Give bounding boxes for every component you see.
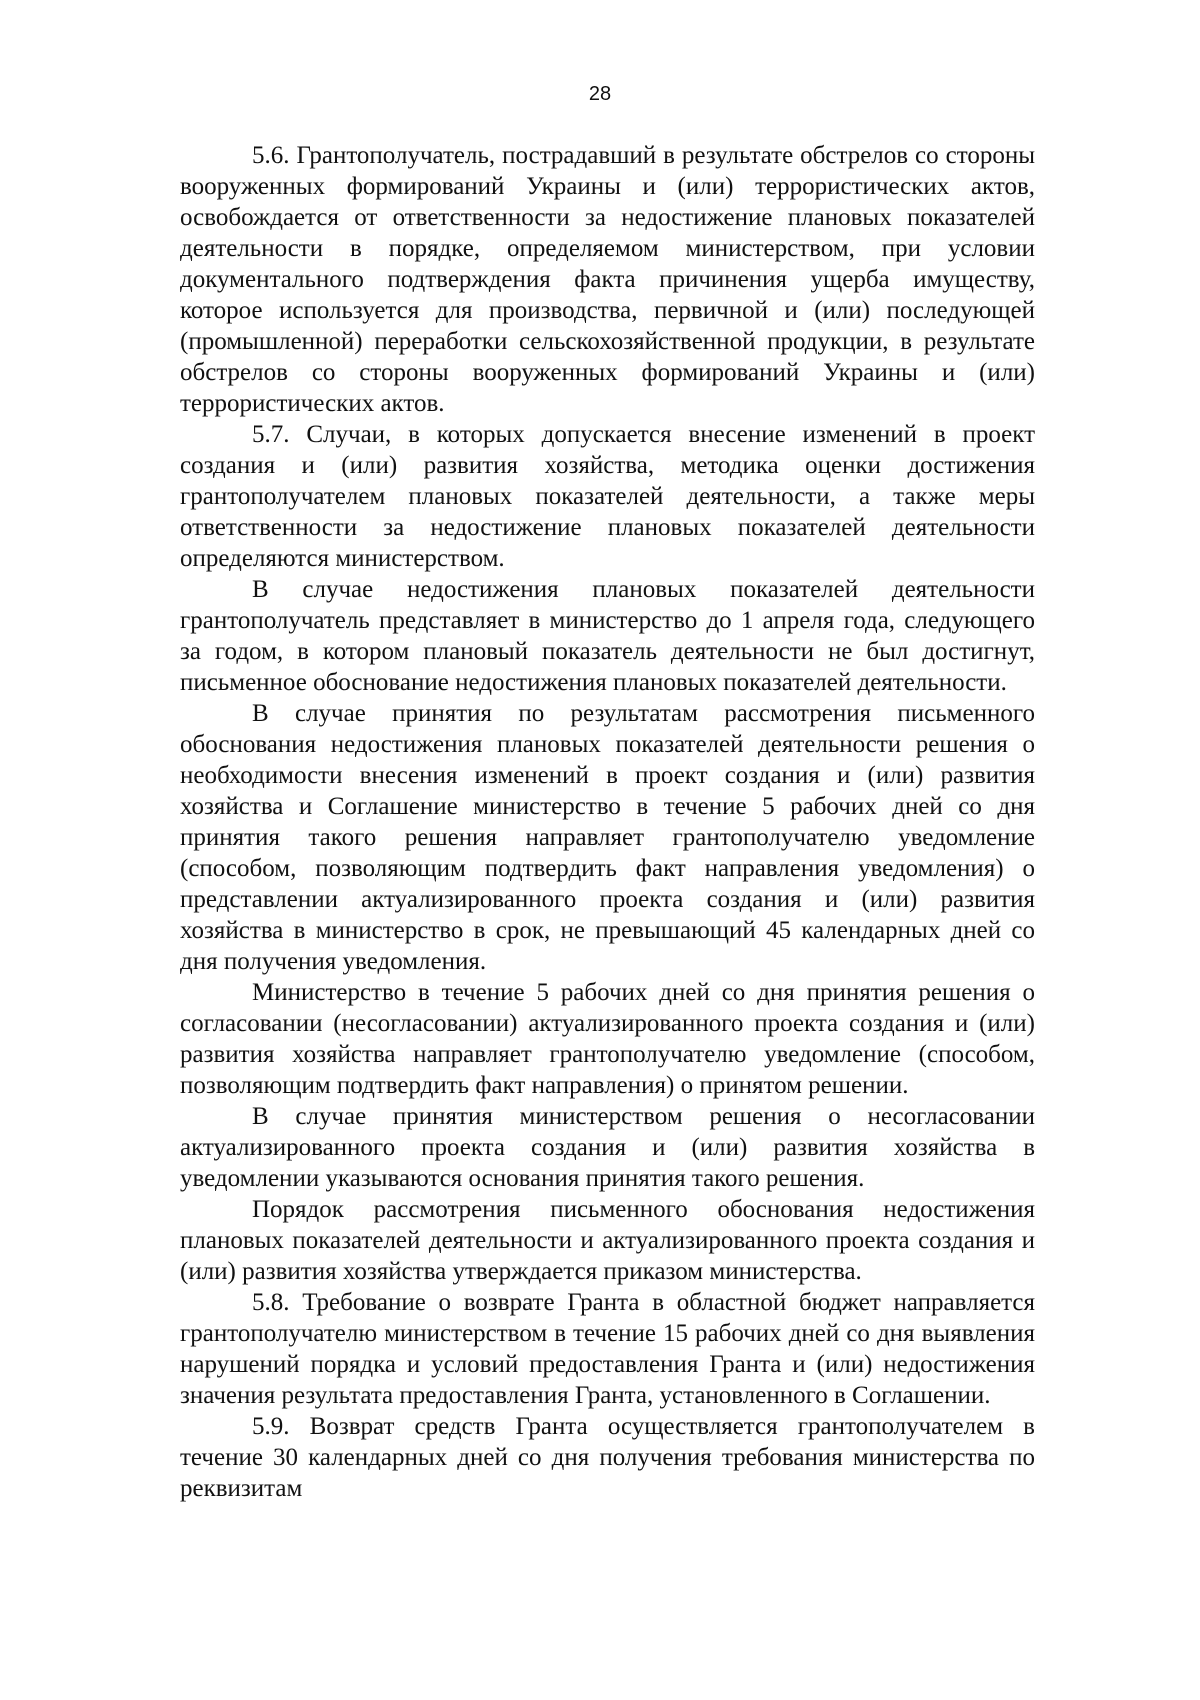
paragraph-5-7: 5.7. Случаи, в которых допускается внесение изменений в проект создания и (или) развития хозяйства, методика оценки достижения грантополучателем плановых показателей деятельности, а также меры ответственности за недостижение плановых показателей деятельности определяются министерством. [180,421,1035,572]
paragraph-rejection-grounds: В случае принятия министерством решения о несогласовании актуализированного проекта создания и (или) развития хозяйства в уведомлении указываются основания принятия такого решения. [180,1103,1035,1192]
paragraph-5-9: 5.9. Возврат средств Гранта осуществляется грантополучателем в течение 30 календарных дней со дня получения требования министерства по реквизитам [180,1413,1035,1502]
paragraph-ministry-decision-notice: Министерство в течение 5 рабочих дней со дня принятия решения о согласовании (несогласовании) актуализированного проекта создания и (или) развития хозяйства направляет грантополучателю уведомление (способом, позволяющим подтвердить факт направления) о принятом решении. [180,979,1035,1099]
paragraph-5-6: 5.6. Грантополучатель, пострадавший в результате обстрелов со стороны вооруженных формирований Украины и (или) террористических актов, освобождается от ответственности за недостижение плановых показателей деятельности в порядке, определяемом министерством, при условии документального подтверждения факта причинения ущерба имуществу, которое используется для производства, первичной и (или) последующей (промышленной) переработки сельскохозяйственной продукции, в результате обстрелов со стороны вооруженных формирований Украины и (или) террористических актов. [180,142,1035,417]
paragraph-5-8: 5.8. Требование о возврате Гранта в областной бюджет направляется грантополучателю министерством в течение 15 рабочих дней со дня выявления нарушений порядка и условий предоставления Гранта и (или) недостижения значения результата предоставления Гранта, установленного в Соглашении. [180,1289,1035,1409]
page-number: 28 [588,83,612,105]
paragraph-project-amendment-notice: В случае принятия по результатам рассмотрения письменного обоснования недостижения плановых показателей деятельности решения о необходимости внесения изменений в проект создания и (или) развития хозяйства и Соглашение министерство в течение 5 рабочих дней со дня принятия такого решения направляет грантополучателю уведомление (способом, позволяющим подтвердить факт направления уведомления) о представлении актуализированного проекта создания и (или) развития хозяйства в министерство в срок, не превышающий 45 календарных дней со дня получения уведомления. [180,700,1035,975]
document-body [180,140,1035,1504]
paragraph-underperformance-justification: В случае недостижения плановых показателей деятельности грантополучатель представляет в министерство до 1 апреля года, следующего за годом, в котором плановый показатель деятельности не был достигнут, письменное обоснование недостижения плановых показателей деятельности. [180,576,1035,696]
paragraph-review-procedure: Порядок рассмотрения письменного обоснования недостижения плановых показателей деятельности и актуализированного проекта создания и (или) развития хозяйства утверждается приказом министерства. [180,1196,1035,1285]
